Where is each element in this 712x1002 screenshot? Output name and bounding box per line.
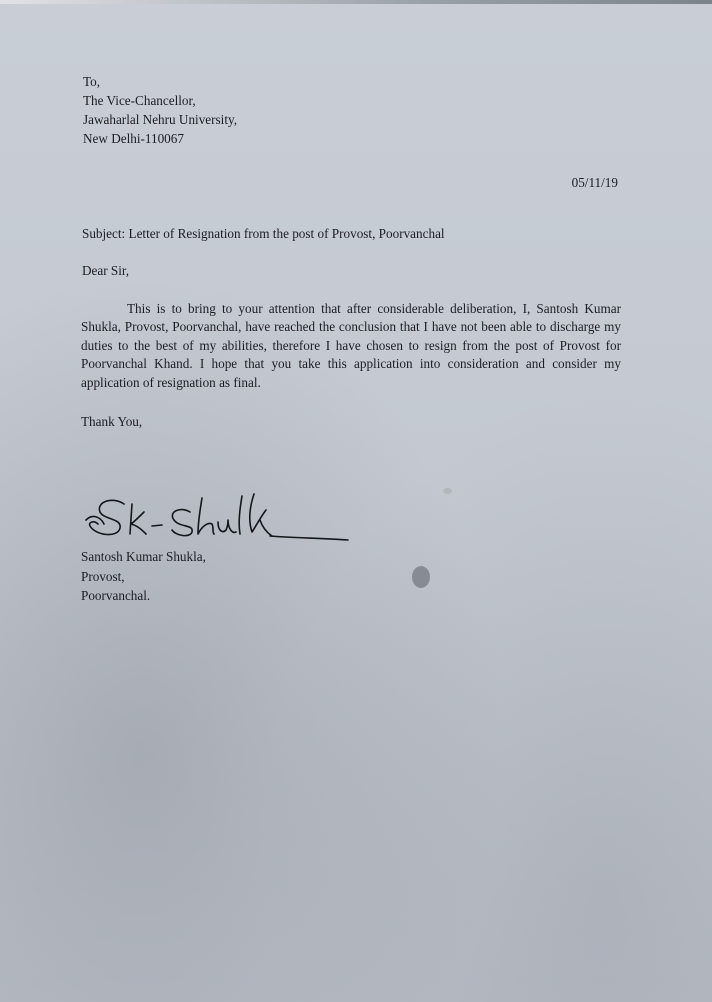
letter-body: This is to bring to your attention that after considerable deliberation, I, Santosh Kumar Shukla, Provost, Poorvanchal, have reached the conclusion that I have not been able to discharge my duties to the best of my abilities, therefore I have chosen to resign from the post of Provost for Poorvanchal Khand. I hope that you take this application into consideration and consider my application of resignation as final. xyxy=(81,301,621,390)
handwritten-signature xyxy=(82,490,362,550)
signatory-title: Provost, xyxy=(81,569,125,584)
recipient-line-city: New Delhi-110067 xyxy=(83,131,184,146)
signatory-name: Santosh Kumar Shukla, xyxy=(81,549,206,564)
page-top-edge xyxy=(0,0,712,4)
salutation: Dear Sir, xyxy=(82,263,130,278)
recipient-line-to: To, xyxy=(83,74,101,89)
recipient-line-title: The Vice-Chancellor, xyxy=(83,93,196,108)
recipient-line-institution: Jawaharlal Nehru University, xyxy=(83,112,238,127)
closing-line: Thank You, xyxy=(81,414,143,429)
letter-date: 05/11/19 xyxy=(571,175,618,190)
signatory-place: Poorvanchal. xyxy=(81,588,151,603)
paper-mark xyxy=(443,488,452,494)
letter-subject: Subject: Letter of Resignation from the post of Provost, Poorvanchal xyxy=(82,226,445,241)
ink-stain xyxy=(412,566,430,588)
